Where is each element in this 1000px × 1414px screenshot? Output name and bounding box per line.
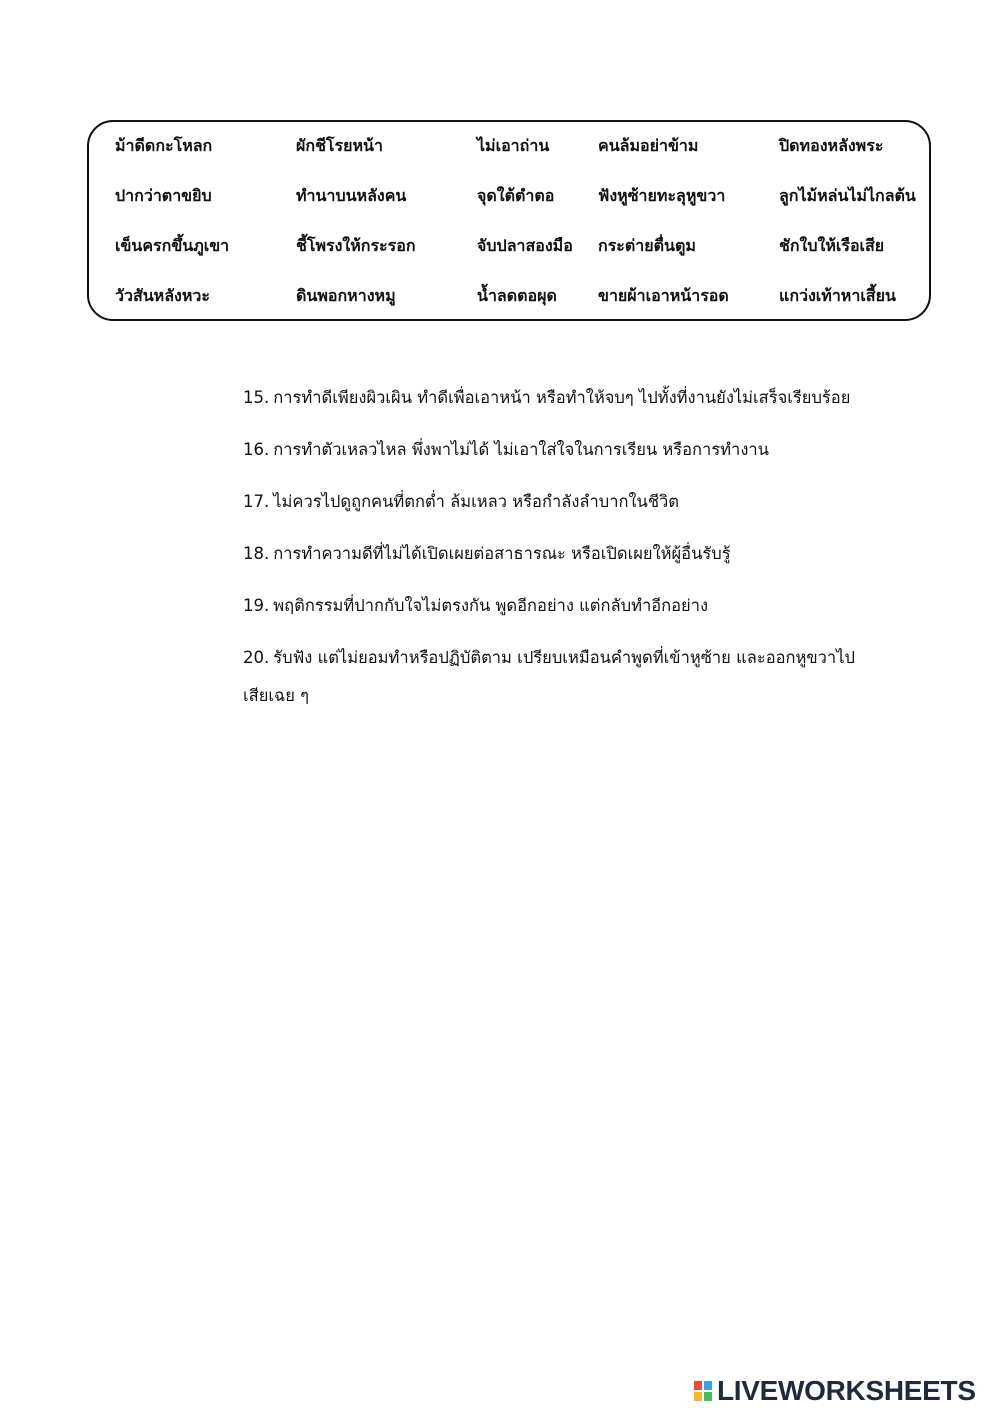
word-bank-item: ปิดทองหลังพระ [779,136,884,155]
question-item [243,639,883,677]
question-item [243,483,883,521]
question-number: 18. [243,544,270,563]
word-bank-item: น้ำลดตอผุด [477,286,557,305]
brand-name: LIVEWORKSHEETS [717,1375,976,1406]
logo-tile [694,1381,702,1390]
question-item [243,535,883,573]
word-bank-item: คนล้มอย่าข้าม [598,136,699,155]
question-text: พฤติกรรมที่ปากกับใจไม่ตรงกัน พูดอีกอย่าง แต่กลับทำอีกอย่าง [273,596,709,615]
question-continuation: เสียเฉย ๆ [243,686,310,705]
question-number: 15. [243,388,270,407]
question-item [243,379,883,417]
question-text: การทำตัวเหลวไหล พึ่งพาไม่ได้ ไม่เอาใส่ใจในการเรียน หรือการทำงาน [273,440,769,459]
word-bank-item: ผักชีโรยหน้า [296,136,383,155]
word-bank-item: จับปลาสองมือ [477,236,573,255]
logo-tile [704,1392,712,1401]
word-bank-item: เข็นครกขึ้นภูเขา [115,236,230,255]
word-bank-item: ทำนาบนหลังคน [296,186,407,205]
question-item [243,587,883,625]
question-text: การทำความดีที่ไม่ได้เปิดเผยต่อสาธารณะ หรือเปิดเผยให้ผู้อื่นรับรู้ [273,544,731,563]
word-bank-item: ปากว่าตาขยิบ [115,186,212,205]
word-bank-item: ขายผ้าเอาหน้ารอด [598,286,729,305]
word-bank-item: ไม่เอาถ่าน [477,136,550,155]
question-text: ไม่ควรไปดูถูกคนที่ตกต่ำ ล้มเหลว หรือกำลังลำบากในชีวิต [273,492,679,511]
liveworksheets-logo-icon [693,1380,713,1402]
word-bank-item: ฟังหูซ้ายทะลุหูขวา [598,186,726,205]
question-number: 20. [243,648,270,667]
question-number: 16. [243,440,270,459]
logo-tile [704,1381,712,1390]
liveworksheets-branding [693,1376,976,1406]
word-bank-item: ชี้โพรงให้กระรอก [296,236,416,255]
word-bank-item: ดินพอกหางหมู [296,286,396,305]
question-number: 17. [243,492,270,511]
word-bank-item: แกว่งเท้าหาเสี้ยน [779,286,896,305]
logo-tile [694,1392,702,1401]
question-item [243,431,883,469]
word-bank-item: ชักใบให้เรือเสีย [779,236,885,255]
word-bank-item: วัวสันหลังหวะ [115,286,210,305]
word-bank-item: ม้าดีดกะโหลก [115,136,213,155]
question-number: 19. [243,596,270,615]
question-text: รับฟัง แต่ไม่ยอมทำหรือปฏิบัติตาม เปรียบเหมือนคำพูดที่เข้าหูซ้าย และออกหูขวาไป [273,648,855,667]
word-bank-item: ลูกไม้หล่นไม่ไกลต้น [779,186,916,205]
question-text: การทำดีเพียงผิวเผิน ทำดีเพื่อเอาหน้า หรือทำให้จบๆ ไปทั้งที่งานยังไม่เสร็จเรียบร้อย [273,388,851,407]
word-bank-item: กระต่ายตื่นตูม [598,236,696,255]
word-bank-box [87,120,931,321]
word-bank-item: จุดใต้ตำตอ [477,186,555,205]
